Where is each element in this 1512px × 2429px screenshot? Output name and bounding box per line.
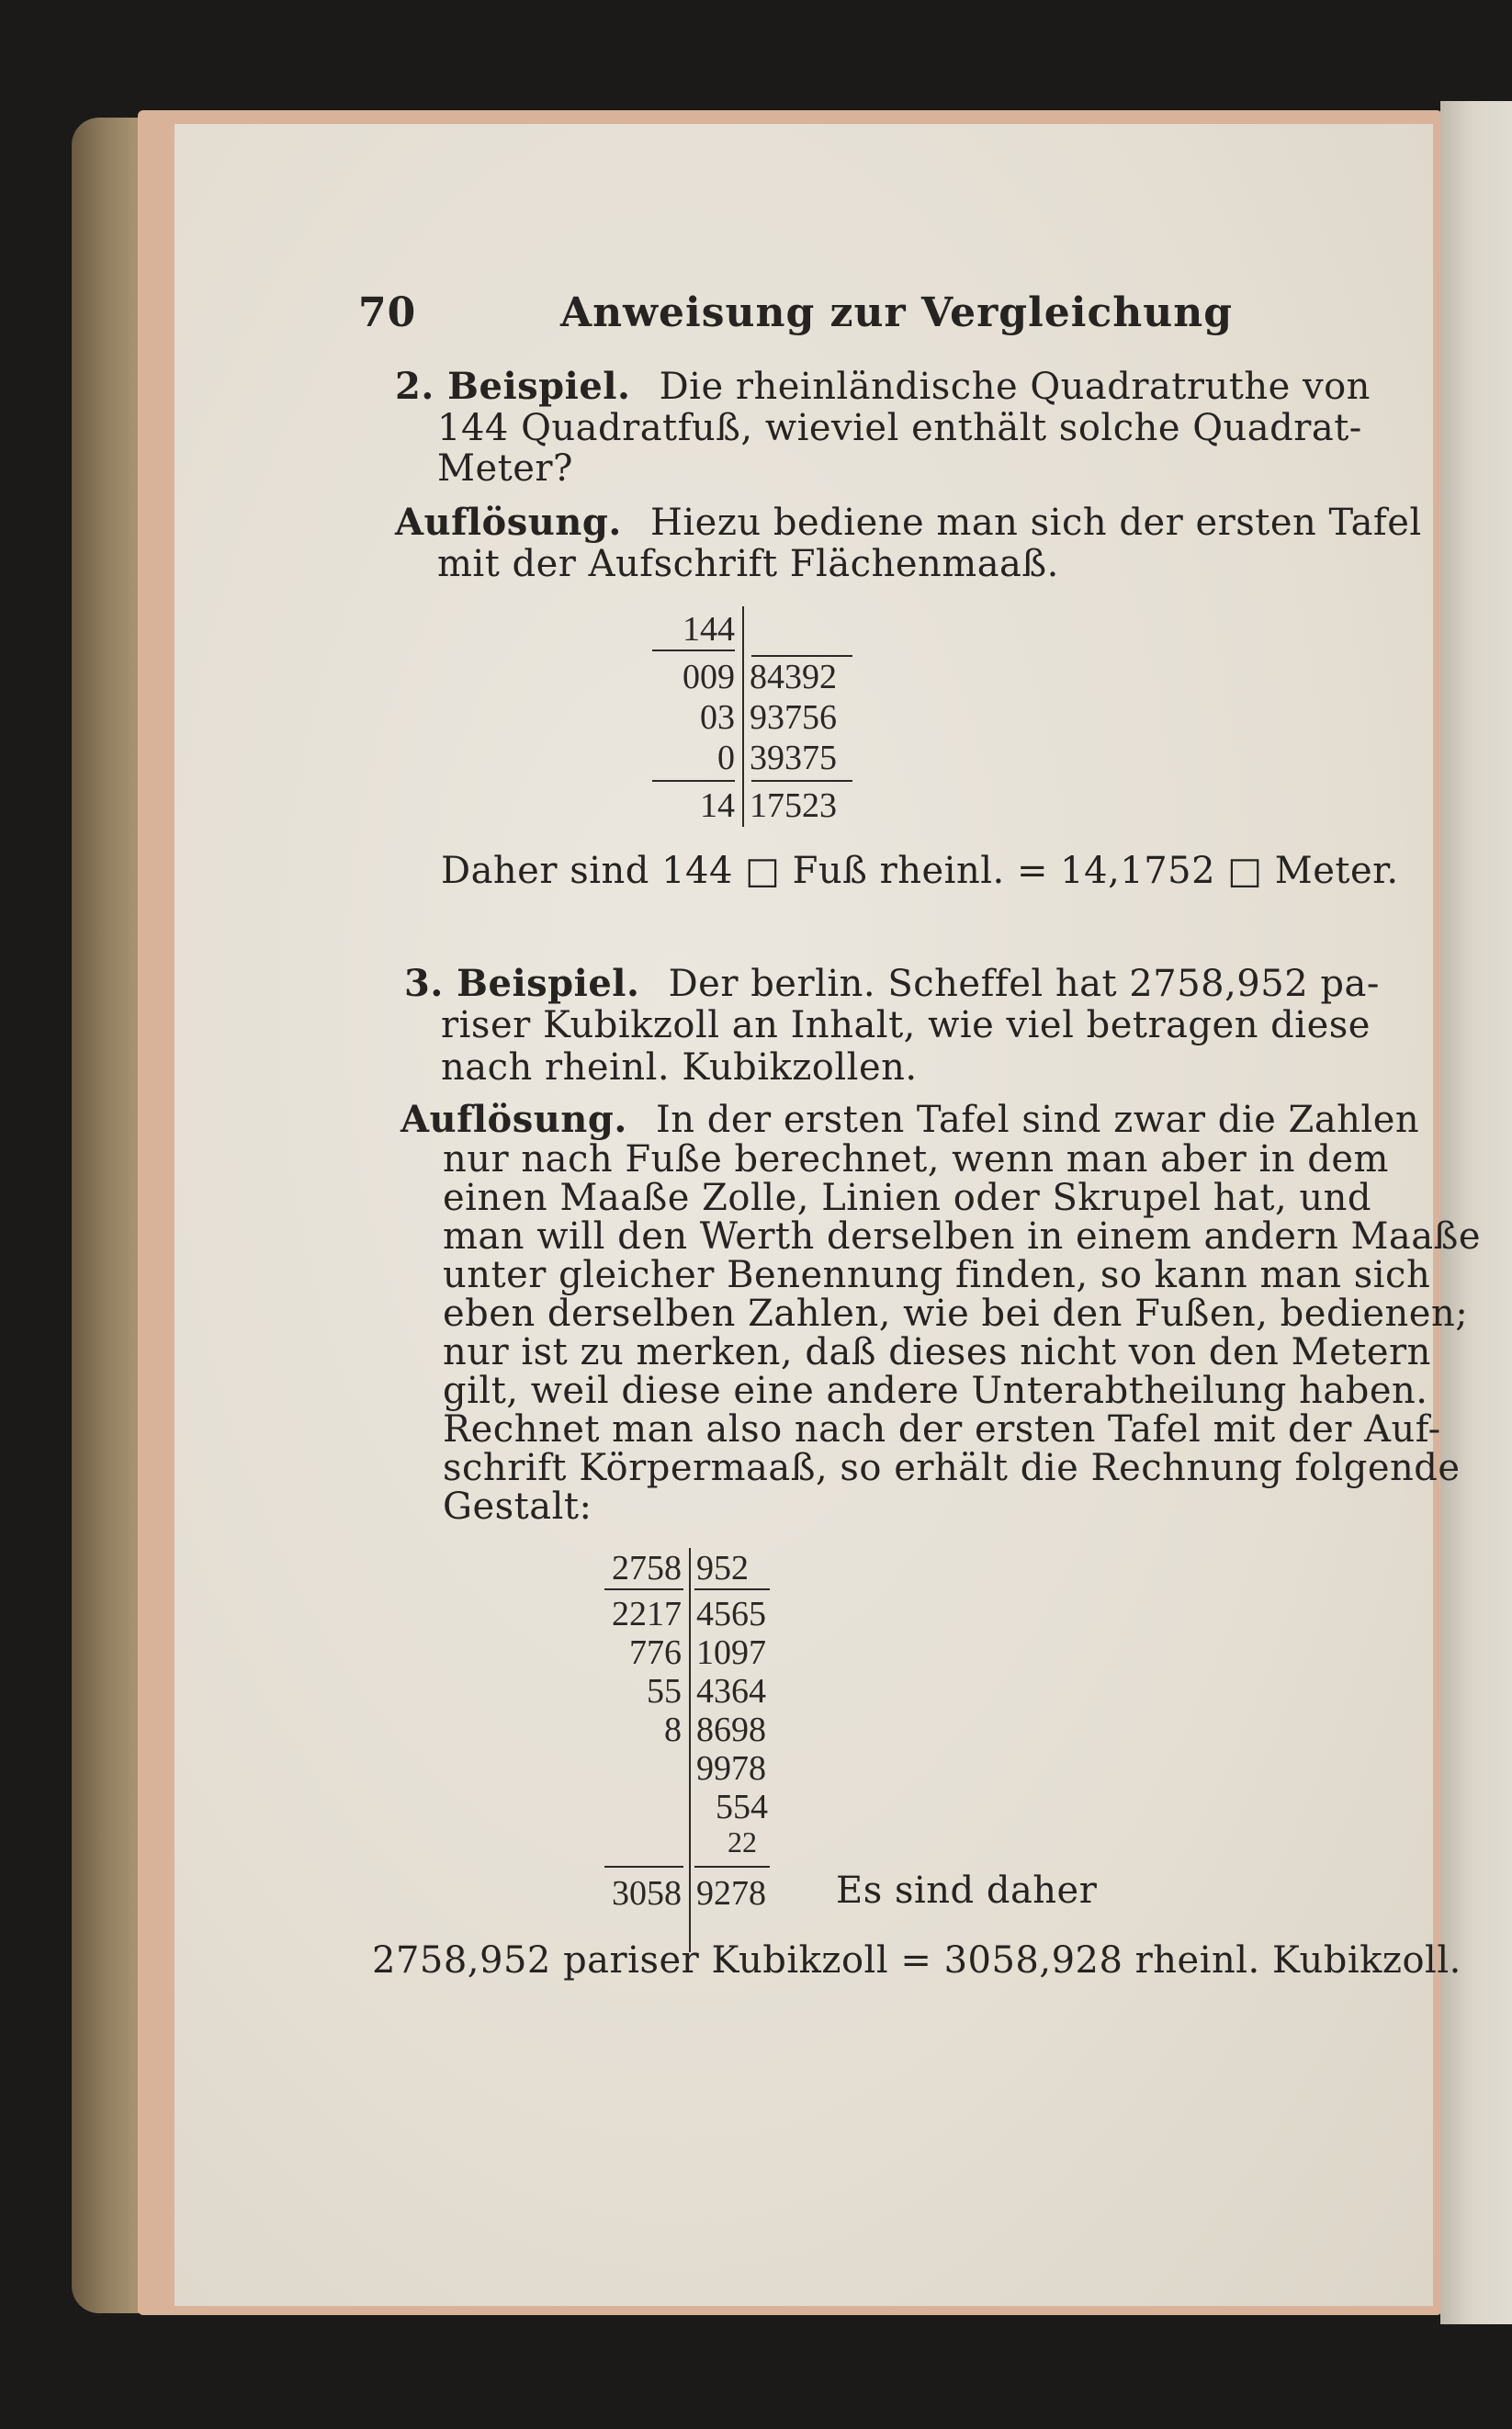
calc1-row-1-left: 009 [683,658,735,696]
calc1-total-rule-right [751,780,852,782]
calc2-row-2-right: 1097 [696,1633,766,1672]
calc2-row-2-left: 776 [629,1633,682,1672]
example2-solution-line-1: Hiezu bediene man sich der ersten Tafel [650,502,1422,544]
calc2-row-3-right: 4364 [696,1672,766,1711]
example3-label: 3. Beispiel. [404,962,640,1005]
example3-solution-line-4: man will den Werth derselben in einem andern Maaße [443,1215,1482,1258]
example3-line-1: Der berlin. Scheffel hat 2758,952 pa- [668,963,1380,1005]
example3-solution-line-3: einen Maaße Zolle, Linien oder Skrupel hat, und [443,1177,1371,1219]
calc2-row-1-left: 2217 [612,1595,682,1633]
example3-first-line [404,962,1380,1005]
calc1-total-right: 17523 [750,786,837,825]
calc2-total-rule-right [694,1866,770,1868]
example2-result: Daher sind 144 □ Fuß rheinl. = 14,1752 □ Meter. [441,850,1399,892]
calc2-row-4-right: 8698 [696,1711,766,1749]
calc1-row-3-right: 39375 [750,739,837,777]
calc2-row-5-right: 9978 [696,1749,766,1788]
calc1-total-rule-left [652,780,735,782]
book-page [175,124,1482,2306]
calc1-total-left: 14 [700,786,735,825]
calc1-row-1-right: 84392 [750,658,837,696]
calc2-left-header: 2758 [612,1549,682,1587]
calc2-total-right: 9278 [696,1874,766,1913]
example2-solution-label: Auflösung. [395,501,622,544]
example3-solution-line-1: In der ersten Tafel sind zwar die Zahlen [656,1099,1420,1141]
example3-line-2: riser Kubikzoll an Inhalt, wie viel betragen diese [441,1004,1371,1046]
example3-solution-line-8: gilt, weil diese eine andere Unterabtheilung haben. [443,1370,1428,1412]
calc2-total-rule-left [604,1866,683,1868]
page-number: 70 [358,289,417,336]
calc2-header-rule-left [604,1588,683,1590]
calc2-row-3-left: 55 [647,1672,682,1711]
example2-label: 2. Beispiel. [395,365,631,408]
calc2-total-note: Es sind daher [836,1870,1098,1912]
example2-solution-line-2: mit der Aufschrift Flächenmaaß. [437,543,1059,585]
example2-line-2: 144 Quadratfuß, wieviel enthält solche Quadrat- [437,407,1362,449]
example3-solution-label: Auflösung. [401,1098,627,1141]
example3-solution-line-5: unter gleicher Benennung finden, so kann man sich [443,1254,1431,1296]
calc2-header-rule-right [694,1588,770,1590]
calc1-row-3-left: 0 [717,739,735,777]
calc2-row-6-right: 554 [716,1788,768,1826]
example3-solution-line-10: schrift Körpermaaß, so erhält die Rechnung folgende [443,1447,1461,1489]
calc2-total-left: 3058 [612,1874,682,1913]
example3-solution-line-7: nur ist zu merken, daß dieses nicht von den Metern [443,1331,1431,1373]
running-title: Anweisung zur Vergleichung [560,289,1234,336]
example3-solution-first-line [401,1098,1419,1141]
calc1-row-2-left: 03 [700,698,735,737]
example2-solution-first-line [395,501,1422,544]
calc1-header-rule-left [652,650,735,651]
example3-result: 2758,952 pariser Kubikzoll = 3058,928 rheinl. Kubikzoll. [372,1939,1461,1982]
calc1-vertical-rule [742,606,744,827]
calc2-right-header: 952 [696,1549,749,1587]
example3-line-3: nach rheinl. Kubikzollen. [441,1046,918,1089]
example2-line-1: Die rheinländische Quadratruthe von [659,366,1371,408]
example3-solution-line-2: nur nach Fuße berechnet, wenn man aber in dem [443,1138,1389,1181]
calc2-row-4-left: 8 [664,1711,682,1749]
calc2-row-1-right: 4565 [696,1595,766,1633]
calc1-left-header: 144 [683,610,735,649]
calc2-row-7-right: 22 [728,1825,757,1858]
example2-line-3: Meter? [437,447,573,490]
adjacent-page-edge [1440,101,1512,2324]
calc1-row-2-right: 93756 [750,698,837,737]
calc2-vertical-rule [689,1548,691,1952]
example2-first-line [395,365,1371,408]
example3-solution-line-11: Gestalt: [443,1486,592,1528]
example3-solution-line-9: Rechnet man also nach der ersten Tafel mit der Auf- [443,1408,1441,1451]
example3-solution-line-6: eben derselben Zahlen, wie bei den Fußen, bedienen; [443,1293,1469,1335]
